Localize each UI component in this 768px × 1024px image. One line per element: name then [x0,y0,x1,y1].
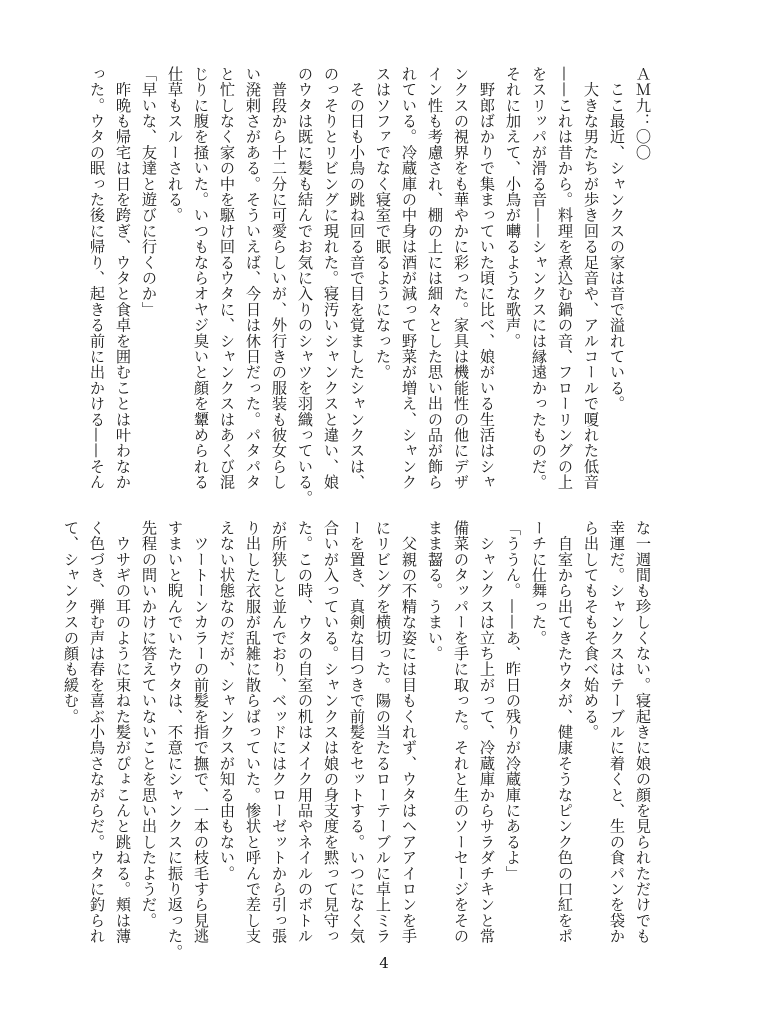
text-line: えない状態なのだが、シャンクスが知る由もない。 [218,520,236,882]
text-line: イン性も考慮され、棚の上には細々とした思い出の品が飾ら [426,66,444,490]
dialogue-line: 「ううん。——あ、昨日の残りが冷蔵庫にあるよ」 [504,520,522,882]
text-line: それに加えて、小鳥が囀るような歌声。 [504,66,522,349]
text-line: ーチに仕舞った。 [530,520,548,646]
text-line: のっそりとリビングに現れた。寝汚いシャンクスと違い、娘 [322,66,340,490]
text-line: をスリッパが滑る音——シャンクスには縁遠かったものだ。 [530,66,548,490]
text-line: と忙しなく家の中を駆け回るウタに、シャンクスはあくび混 [218,66,236,490]
text-line: 野郎ばかりで集まっていた頃に比べ、娘がいる生活はシャ [478,81,496,490]
text-line: い溌剌さがある。そういえば、今日は休日だった。パタパタ [244,66,262,490]
text-line: れている。冷蔵庫の中身は酒が減って野菜が増え、シャンク [400,66,418,490]
text-line: ここ最近、シャンクスの家は音で溢れている。 [608,81,626,412]
text-line: じりに腹を掻いた。いつもならオヤジ臭いと顔を顰められる [192,66,210,490]
text-line: り出した衣服が乱雑に散らばっていた。惨状と呼んで差し支 [244,520,262,944]
page-number: 4 [379,954,389,972]
text-line: 自室から出てきたウタが、健康そうなピンク色の口紅をポ [556,535,574,944]
text-line: った。ウタの眠った後に帰り、起きる前に出かける——そん [88,66,106,490]
text-line: にリビングを横切った。陽の当たるローテーブルに卓上ミラ [374,520,392,944]
text-line: 父親の不精な姿には目もくれず、ウタはヘアアイロンを手 [400,535,418,944]
text-column-top [88,66,656,506]
text-line: ーを置き、真剣な目つきで前髪をセットする。いつになく気 [348,520,366,944]
text-line: 仕草もスルーされる。 [166,66,184,223]
section-heading: ＡＭ九：〇〇 [634,66,652,161]
text-line: ンクスの視界をも華やかに彩った。家具は機能性の他にデザ [452,66,470,490]
text-line: 昨晩も帰宅は日を跨ぎ、ウタと食卓を囲むことは叶わなか [114,81,132,490]
text-column-bottom [62,520,656,960]
text-line: 合いが入っている。シャンクスは娘の身支度を黙って見守っ [322,520,340,944]
text-line: な一週間も珍しくない。寝起きに娘の顔を見られただけでも [634,520,652,944]
text-line: スはソファでなく寝室で眠るようになった。 [374,66,392,380]
text-line: まま齧る。うまい。 [426,520,444,662]
dialogue-line: 「早いな、友達と遊びに行くのか」 [140,66,158,318]
text-line: すまいと睨んでいたウタは、不意にシャンクスに振り返った。 [166,520,184,960]
text-line: 備菜のタッパーを手に取った。それと生のソーセージをその [452,520,470,944]
text-line: 普段から十二分に可愛らしいが、外行きの服装も彼女らし [270,81,288,490]
text-line: ツートーンカラーの前髪を指で撫で、一本の枝毛すら見逃 [192,535,210,944]
text-line: く色づき、弾む声は春を喜ぶ小鳥さながらだ。ウタに釣られ [88,520,106,944]
text-line: 先程の問いかけに答えていないことを思い出したようだ。 [140,520,158,929]
text-line: ——これは昔から。料理を煮込む鍋の音、フローリングの上 [556,66,574,490]
text-line: シャンクスは立ち上がって、冷蔵庫からサラダチキンと常 [478,535,496,944]
text-line: た。この時、ウタの自室の机はメイク用品やネイルのボトル [296,520,314,944]
text-line: のウタは既に髪も結んでお気に入りのシャツを羽織っている。 [296,66,314,506]
text-line: 幸運だ。シャンクスはテーブルに着くと、生の食パンを袋か [608,520,626,944]
text-line: ウサギの耳のように束ねた髪がぴょこんと跳ねる。頬は薄 [114,535,132,944]
text-line: が所狭しと並んでおり、ベッドにはクローゼットから引っ張 [270,520,288,944]
text-line: て、シャンクスの顔も緩む。 [62,520,80,725]
text-line: その日も小鳥の跳ね回る音で目を覚ましたシャンクスは、 [348,81,366,490]
text-line: ら出してもそもそ食べ始める。 [582,520,600,740]
text-line: 大きな男たちが歩き回る足音や、アルコールで嗄れた低音 [582,81,600,490]
